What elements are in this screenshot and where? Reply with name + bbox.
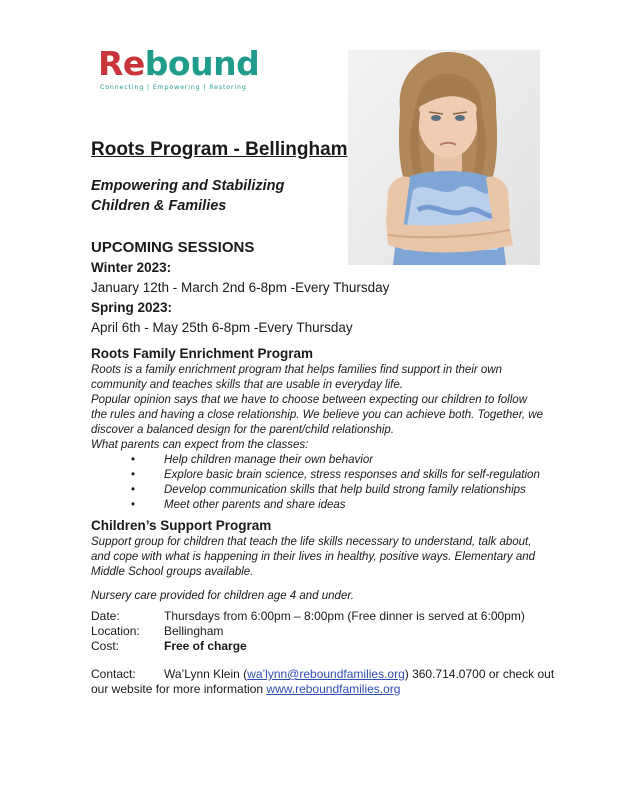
website-intro: our website for more information	[91, 682, 267, 696]
contact-phone: ) 360.714.0700 or check out	[404, 667, 555, 681]
location-value: Bellingham	[164, 624, 224, 638]
cost-value: Free of charge	[164, 639, 247, 653]
contact-email-link[interactable]: wa’lynn@reboundfamilies.org	[247, 667, 405, 681]
website-link[interactable]: www.reboundfamilies.org	[266, 682, 401, 696]
list-item: • Meet other parents and share ideas	[91, 498, 551, 513]
children-program-heading: Children’s Support Program	[91, 518, 272, 533]
details-block	[91, 609, 561, 654]
logo-wordmark: Rebound	[98, 44, 260, 83]
page-title: Roots Program - Bellingham	[91, 139, 348, 160]
session-dates: January 12th - March 2nd 6-8pm -Every Thursday	[91, 280, 390, 295]
contact-block	[91, 667, 561, 697]
nursery-note: Nursery care provided for children age 4 and under.	[91, 590, 354, 602]
list-item: • Explore basic brain science, stress responses and skills for self-regulation	[91, 468, 551, 483]
family-program-heading: Roots Family Enrichment Program	[91, 346, 314, 361]
list-item: • Develop communication skills that help build strong family relationships	[91, 483, 551, 498]
date-value: Thursdays from 6:00pm – 8:00pm (Free dinner is served at 6:00pm)	[164, 609, 525, 623]
family-program-line: What parents can expect from the classes:	[91, 439, 309, 451]
child-photo-illustration	[348, 50, 540, 265]
children-program-line: Support group for children that teach the life skills necessary to understand, talk about,	[91, 536, 532, 548]
family-program-line: Roots is a family enrichment program that helps families find support in their own	[91, 364, 502, 376]
cost-row	[91, 639, 561, 654]
expectations-list	[91, 453, 551, 513]
session-season: Winter 2023:	[91, 260, 172, 275]
children-program-section	[91, 518, 551, 604]
child-photo	[348, 50, 540, 265]
session-season: Spring 2023:	[91, 300, 173, 315]
family-program-line: Popular opinion says that we have to choose between expecting our children to follow	[91, 394, 527, 406]
contact-line-2	[91, 682, 561, 697]
contact-name: Wa’Lynn Klein (	[164, 667, 248, 681]
date-label: Date:	[91, 609, 120, 623]
subtitle-line-2: Children & Families	[91, 198, 227, 214]
logo-tagline: Connecting | Empowering | Restoring	[100, 84, 247, 91]
page-subtitle	[91, 176, 284, 216]
children-program-line: and cope with what is happening in their lives in healthy, positive ways. Elementary and	[91, 551, 536, 563]
cost-label: Cost:	[91, 639, 120, 653]
subtitle-line-1: Empowering and Stabilizing	[91, 178, 285, 194]
list-item: • Help children manage their own behavior	[91, 453, 551, 468]
family-program-line: the rules and having a close relationship. We believe you can achieve both. Together, we	[91, 409, 543, 421]
location-label: Location:	[91, 624, 140, 638]
family-program-section	[91, 346, 551, 513]
family-program-line: discover a balanced design for the parent/child relationship.	[91, 424, 395, 436]
session-dates: April 6th - May 25th 6-8pm -Every Thursday	[91, 320, 353, 335]
location-row	[91, 624, 561, 639]
family-program-line: community and teaches skills that are usable in everyday life.	[91, 379, 403, 391]
contact-line-1	[91, 667, 561, 682]
contact-label: Contact:	[91, 667, 136, 681]
rebound-logo	[98, 44, 260, 98]
upcoming-sessions-heading: UPCOMING SESSIONS	[91, 239, 255, 256]
date-row	[91, 609, 561, 624]
children-program-line: Middle School groups available.	[91, 566, 254, 578]
